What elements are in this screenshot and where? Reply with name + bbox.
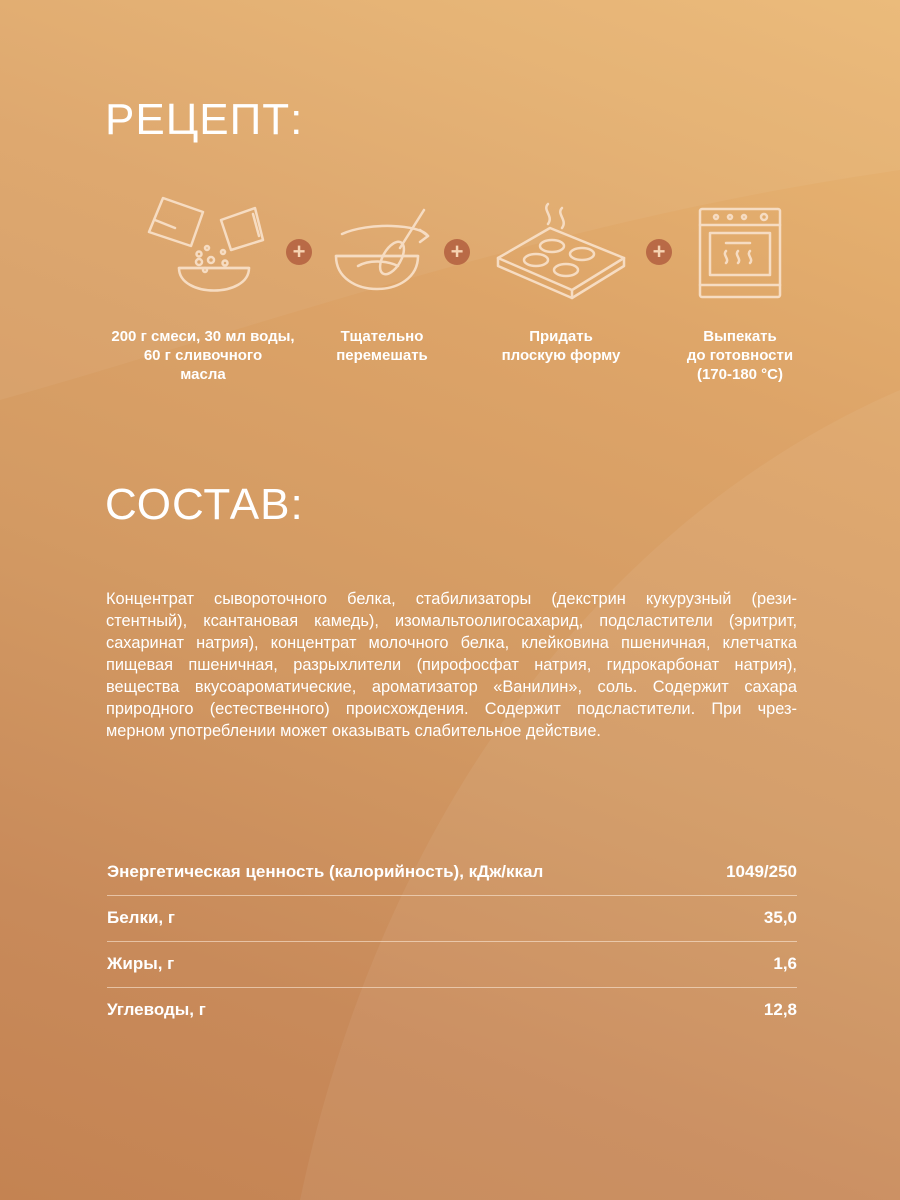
composition-title: СОСТАВ:	[105, 480, 304, 529]
step-label-1	[103, 327, 303, 384]
baking-tray-icon	[494, 198, 629, 303]
nutrition-label: Белки, г	[107, 908, 175, 927]
nutrition-value: 12,8	[763, 1000, 797, 1019]
composition-line: природного (естественного) происхождения. Содержит подсластители. При чрез-	[106, 700, 797, 718]
recipe-title: РЕЦЕПТ:	[105, 95, 304, 144]
nutrition-table	[107, 850, 797, 1033]
plus-icon: +	[646, 239, 672, 265]
nutrition-label: Углеводы, г	[107, 1000, 206, 1019]
composition-line: стентный), ксантановая камедь), изомальтоолигосахарид, подсластители (эритрит,	[106, 612, 797, 630]
step-2-line: Тщательно	[340, 328, 424, 345]
nutrition-row-carbs	[107, 988, 797, 1033]
bowl-whisk-icon	[328, 200, 438, 305]
step-3-line: Придать	[529, 328, 593, 345]
step-label-3	[486, 327, 636, 365]
step-4-line: до готовности	[686, 347, 794, 364]
composition-line: вещества вкусоароматические, ароматизатор «Ванилин», соль. Содержит сахара	[106, 678, 797, 696]
composition-line: Концентрат сывороточного белка, стабилизаторы (декстрин кукурузный (рези-	[106, 590, 797, 608]
nutrition-value: 1,6	[773, 954, 797, 973]
step-4-line: Выпекать	[703, 328, 777, 345]
nutrition-row-fat	[107, 942, 797, 988]
step-label-4	[670, 327, 810, 384]
nutrition-row-energy	[107, 850, 797, 896]
composition-line: сахаринат натрия), концентрат молочного белка, клейковина пшеничная, клетчатка	[106, 634, 797, 652]
composition-text	[106, 588, 797, 742]
nutrition-value: 35,0	[763, 908, 797, 927]
step-1-line: 200 г смеси, 30 мл воды,	[111, 328, 295, 345]
nutrition-row-protein	[107, 896, 797, 942]
step-1-line: масла	[180, 366, 226, 383]
plus-icon: +	[444, 239, 470, 265]
composition-line: мерном употреблении может оказывать слабительное действие.	[106, 722, 601, 740]
composition-line: пищевая пшеничная, разрыхлители (пирофосфат натрия, гидрокарбонат натрия),	[106, 656, 797, 674]
step-4-line: (170-180 °С)	[696, 366, 784, 383]
step-1-line: 60 г сливочного	[143, 347, 263, 364]
nutrition-label: Энергетическая ценность (калорийность), кДж/ккал	[107, 862, 544, 881]
measuring-cups-pour-icon	[135, 190, 275, 305]
step-2-line: перемешать	[336, 347, 428, 364]
nutrition-label: Жиры, г	[107, 954, 175, 973]
nutrition-value: 1049/250	[726, 862, 797, 881]
step-label-2	[309, 327, 455, 365]
oven-icon	[696, 205, 784, 301]
plus-icon: +	[286, 239, 312, 265]
step-3-line: плоскую форму	[501, 347, 621, 364]
